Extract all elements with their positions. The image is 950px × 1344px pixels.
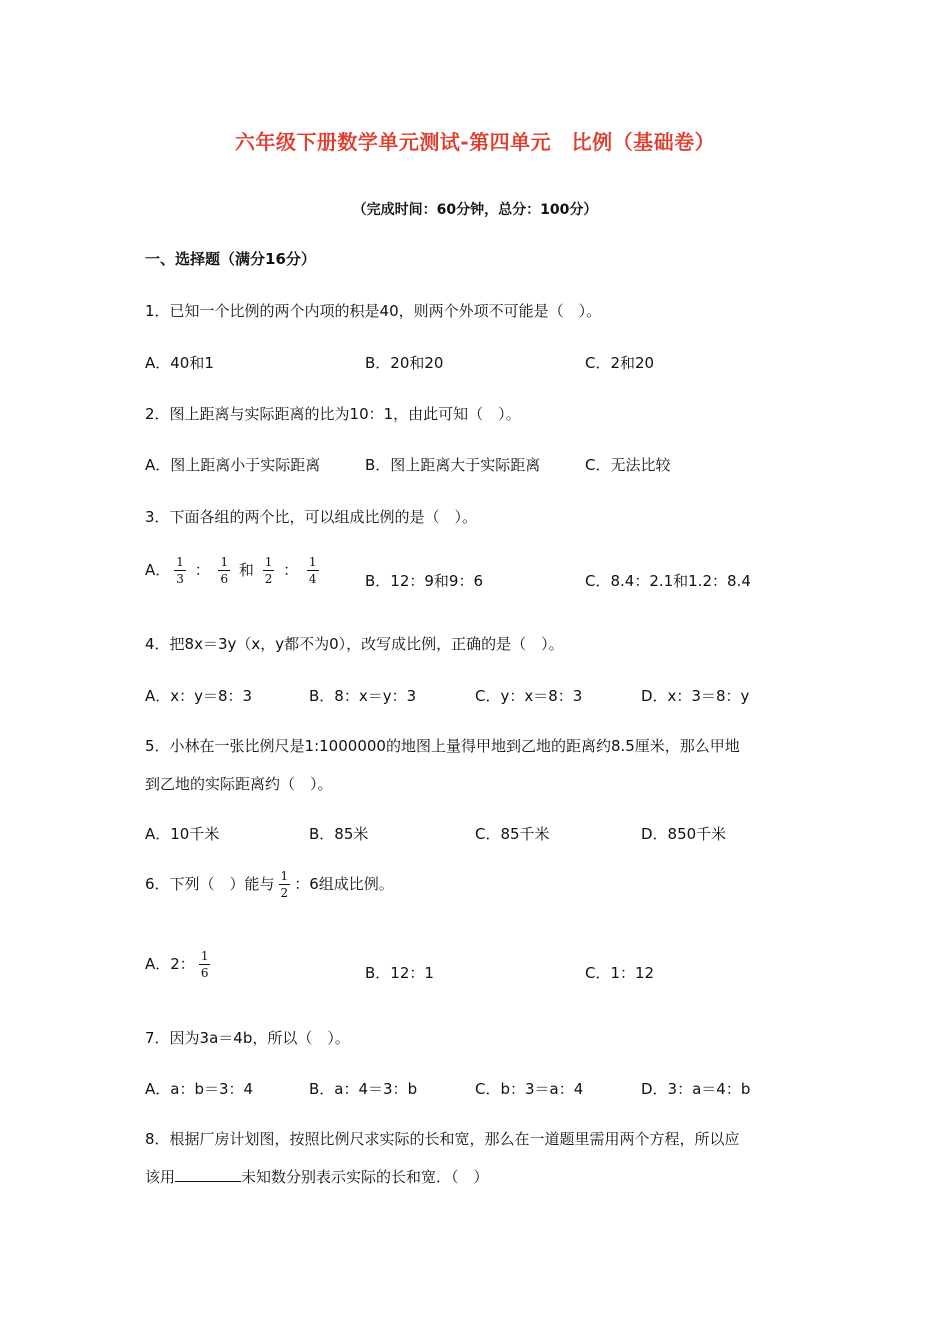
question-7-option-c: C．b：3＝a：4	[475, 1080, 584, 1098]
fraction-one-sixth: $\frac{1}{6}$	[220, 555, 229, 586]
question-5-stem-line-2: 到乙地的实际距离约（ ）。	[145, 775, 333, 793]
question-3-option-b: B．12：9和9：6	[365, 572, 484, 590]
fraction-one-third: $\frac{1}{3}$	[176, 555, 184, 586]
question-6-option-c: C．1：12	[585, 964, 655, 982]
option-a-prefix: A．	[145, 561, 171, 579]
question-3-option-a	[145, 556, 323, 585]
and-word: 和	[238, 561, 254, 579]
question-6-option-a: A．2： $\frac{1}{6}$	[145, 949, 209, 980]
question-5-option-c: C．85千米	[475, 825, 550, 843]
question-4-option-d: D．x：3＝8：y	[641, 687, 750, 705]
question-7-stem: 7．因为3a＝4b，所以（ ）。	[145, 1029, 350, 1047]
question-6-option-b: B．12：1	[365, 964, 434, 982]
question-4-stem: 4．把8x＝3y（x，y都不为0），改写成比例，正确的是（ ）。	[145, 635, 564, 653]
question-1-stem: 1．已知一个比例的两个内项的积是40，则两个外项不可能是（ ）。	[145, 302, 602, 320]
question-4-option-c: C．y：x＝8：3	[475, 687, 583, 705]
question-7-option-b: B．a：4＝3：b	[309, 1080, 418, 1098]
fraction-one-quarter: $\frac{1}{4}$	[308, 555, 317, 586]
ratio-colon: ：	[194, 561, 210, 579]
question-1-option-a: A．40和1	[145, 354, 214, 372]
question-2-stem: 2．图上距离与实际距离的比为10：1，由此可知（ ）。	[145, 405, 521, 423]
fraction-one-half: $\frac{1}{2}$	[264, 555, 273, 586]
question-5-option-d: D．850千米	[641, 825, 727, 843]
test-info: （完成时间：60分钟，总分：100分）	[352, 202, 598, 218]
question-7-option-d: D．3：a＝4：b	[641, 1080, 751, 1098]
question-6-stem: 6．下列（ ）能与 $\frac{1}{2}$ ：6组成比例。	[145, 869, 394, 900]
question-5-option-a: A．10千米	[145, 825, 220, 843]
ratio-colon: ：	[283, 561, 299, 579]
question-3-option-c: C．8.4：2.1和1.2：8.4	[585, 572, 751, 590]
question-1-option-c: C．2和20	[585, 354, 655, 372]
question-2-option-b: B．图上距离大于实际距离	[365, 456, 541, 474]
answer-blank[interactable]	[175, 1167, 241, 1182]
fraction-one-sixth: $\frac{1}{6}$	[200, 949, 209, 980]
question-8-stem-line-1: 8．根据厂房计划图，按照比例尺求实际的长和宽，那么在一道题里需用两个方程，所以应	[145, 1130, 740, 1148]
question-2-option-c: C．无法比较	[585, 456, 671, 474]
question-1-option-b: B．20和20	[365, 354, 444, 372]
section-heading-choice: 一、选择题（满分16分）	[145, 250, 316, 268]
question-2-option-a: A．图上距离小于实际距离	[145, 456, 321, 474]
question-3-stem: 3．下面各组的两个比，可以组成比例的是（ ）。	[145, 508, 478, 526]
page-title: 六年级下册数学单元测试-第四单元 比例（基础卷）	[234, 130, 716, 154]
question-4-option-b: B．8：x＝y：3	[309, 687, 417, 705]
question-7-option-a: A．a：b＝3：4	[145, 1080, 254, 1098]
question-5-stem-line-1: 5．小林在一张比例尺是1:1000000的地图上量得甲地到乙地的距离约8.5厘米，那么甲地	[145, 737, 740, 755]
question-4-option-a: A．x：y＝8：3	[145, 687, 253, 705]
question-8-stem-line-2: 该用 未知数分别表示实际的长和宽．（ ）	[145, 1168, 489, 1186]
fraction-one-half: $\frac{1}{2}$	[280, 869, 289, 900]
question-5-option-b: B．85米	[309, 825, 369, 843]
